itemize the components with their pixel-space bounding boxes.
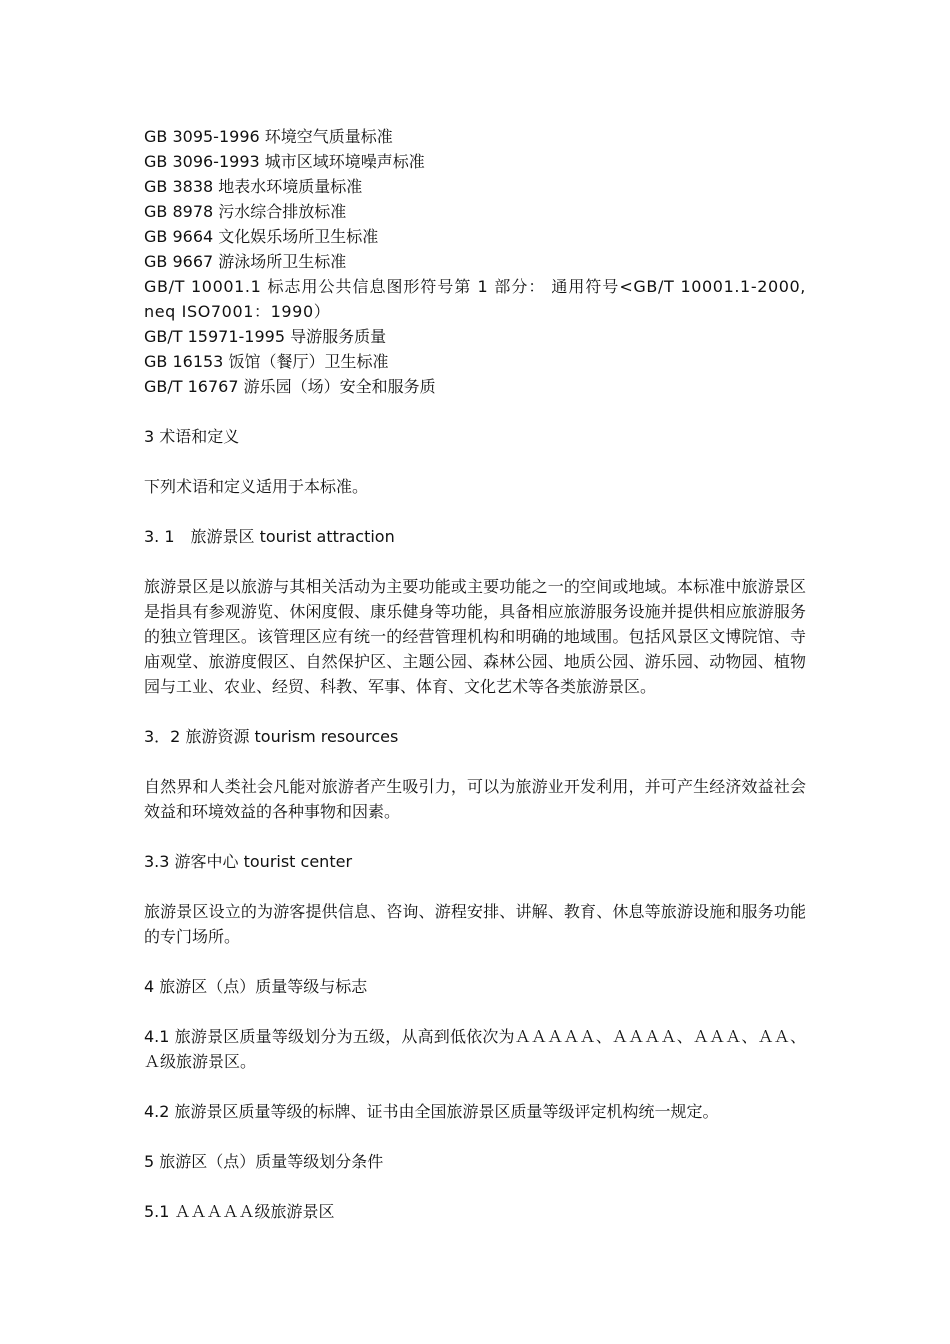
document-page (144, 124, 806, 1224)
reference-item: GB/T 10001.1 标志用公共信息图形符号第 1 部分： 通用符号<GB/T 10001.1-2000,neq ISO7001：1990） (144, 277, 806, 321)
reference-item: GB 3838 地表水环境质量标准 (144, 177, 363, 196)
term-3-1-heading: 3. 1 旅游景区 tourist attraction (144, 527, 395, 546)
reference-item: GB 3096-1993 城市区域环境噪声标准 (144, 152, 425, 171)
section-3-intro: 下列术语和定义适用于本标准。 (144, 477, 369, 496)
clause-5-1-heading: 5.1 ＡＡＡＡＡ级旅游景区 (144, 1202, 335, 1221)
term-3-2-heading: 3．2 旅游资源 tourism resources (144, 727, 399, 746)
reference-item: GB/T 15971-1995 导游服务质量 (144, 327, 387, 346)
term-3-3-heading: 3.3 游客中心 tourist center (144, 852, 353, 871)
term-3-3-definition: 旅游景区设立的为游客提供信息、咨询、游程安排、讲解、教育、休息等旅游设施和服务功能的专门场所。 (144, 902, 806, 946)
section-4-heading: 4 旅游区（点）质量等级与标志 (144, 977, 368, 996)
reference-item: GB 8978 污水综合排放标准 (144, 202, 347, 221)
reference-item: GB 9664 文化娱乐场所卫生标准 (144, 227, 379, 246)
term-3-2-definition: 自然界和人类社会凡能对旅游者产生吸引力，可以为旅游业开发利用，并可产生经济效益社会效益和环境效益的各种事物和因素。 (144, 777, 806, 821)
reference-item: GB 9667 游泳场所卫生标准 (144, 252, 347, 271)
section-3-heading: 3 术语和定义 (144, 427, 240, 446)
section-5-heading: 5 旅游区（点）质量等级划分条件 (144, 1152, 384, 1171)
clause-4-1: 4.1 旅游景区质量等级划分为五级，从高到低依次为ＡＡＡＡＡ、ＡＡＡＡ、ＡＡＡ、ＡＡ、Ａ级旅游景区。 (144, 1027, 806, 1071)
reference-item: GB/T 16767 游乐园（场）安全和服务质 (144, 377, 436, 396)
term-3-1-definition: 旅游景区是以旅游与其相关活动为主要功能或主要功能之一的空间或地域。本标准中旅游景区是指具有参观游览、休闲度假、康乐健身等功能，具备相应旅游服务设施并提供相应旅游服务的独立管理区。该管理区应有统一的经营管理机构和明确的地域围。包括风景区文博院馆、寺庙观堂、旅游度假区、自然保护区、主题公园、森林公园、地质公园、游乐园、动物园、植物园与工业、农业、经贸、科教、军事、体育、文化艺术等各类旅游景区。 (144, 577, 806, 696)
clause-4-2: 4.2 旅游景区质量等级的标牌、证书由全国旅游景区质量等级评定机构统一规定。 (144, 1102, 719, 1121)
reference-item: GB 3095-1996 环境空气质量标准 (144, 127, 393, 146)
reference-item: GB 16153 饭馆（餐厅）卫生标准 (144, 352, 389, 371)
normative-references-list (144, 124, 806, 399)
